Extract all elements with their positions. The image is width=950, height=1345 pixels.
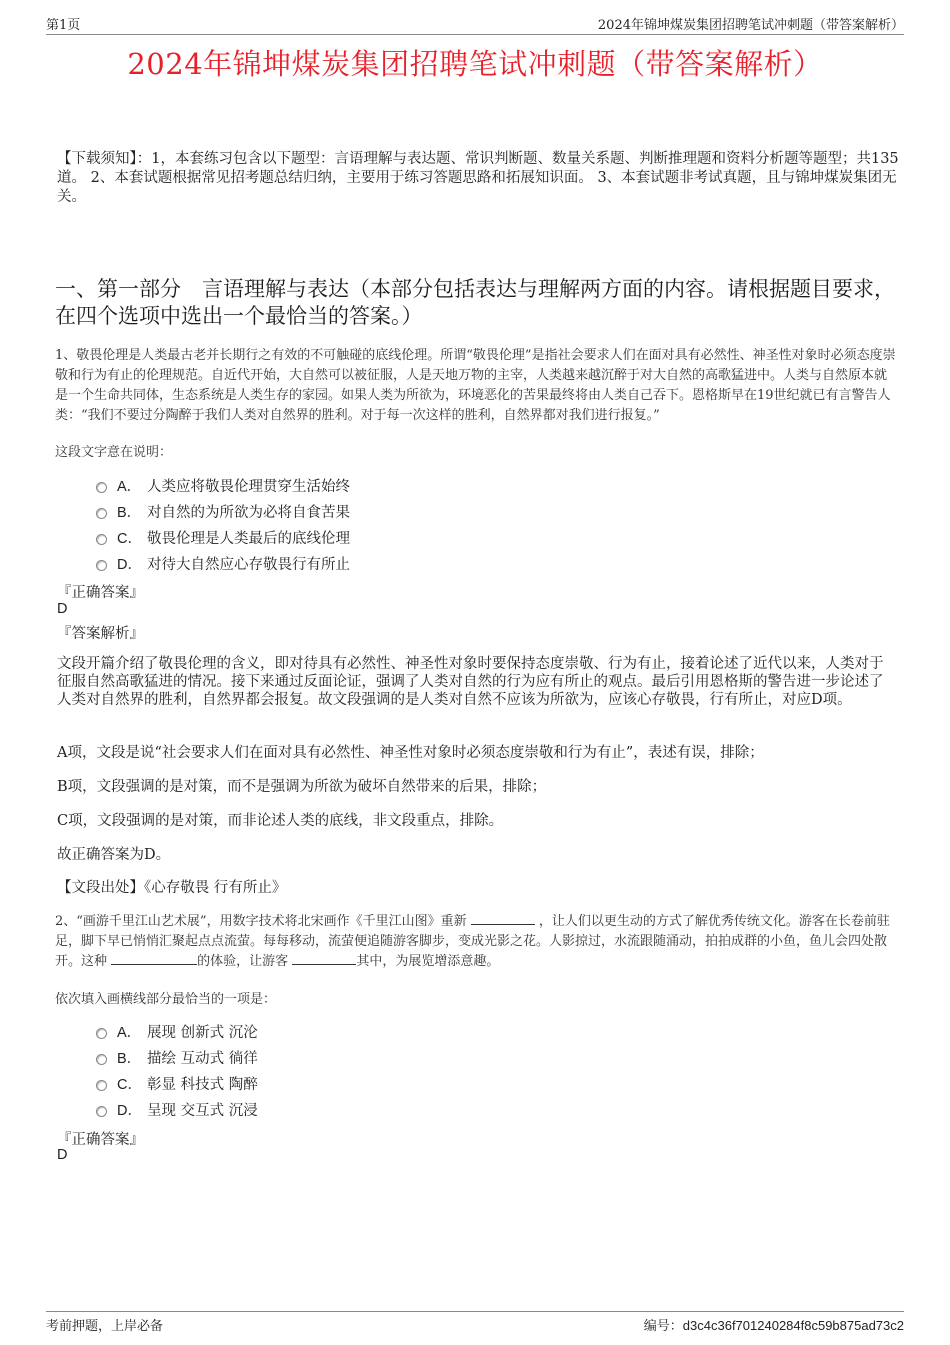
radio-button[interactable]: [96, 1080, 107, 1091]
question-1-note-c: C项，文段强调的是对策，而非论述人类的底线，非文段重点，排除。: [57, 813, 504, 829]
radio-button[interactable]: [96, 482, 107, 493]
question-1-option-b[interactable]: B． 对自然的为所欲为必将自食苦果: [96, 498, 350, 524]
section-title: 一、第一部分 言语理解与表达（本部分包括表达与理解两方面的内容。请根据题目要求，在四个选项中选出一个最恰当的答案。）: [55, 277, 895, 328]
radio-button[interactable]: [96, 560, 107, 571]
question-2-option-b[interactable]: B． 描绘 互动式 徜徉: [96, 1044, 258, 1070]
question-1-option-d[interactable]: D． 对待大自然应心存敬畏行有所止: [96, 550, 350, 576]
question-2-option-a[interactable]: A． 展现 创新式 沉沦: [96, 1018, 258, 1044]
question-1-note-a: A项，文段是说“社会要求人们在面对具有必然性、神圣性对象时必须态度崇敬和行为有止”，表述有误，排除；: [57, 745, 764, 761]
footer-slogan: 考前押题，上岸必备: [46, 1319, 164, 1334]
question-1-options: [96, 472, 350, 576]
page-footer: [46, 1311, 904, 1334]
question-1-option-a[interactable]: A． 人类应将敬畏伦理贯穿生活始终: [96, 472, 350, 498]
radio-button[interactable]: [96, 1054, 107, 1065]
header-doc-title: 2024年锦坤煤炭集团招聘笔试冲刺题（带答案解析）: [597, 18, 904, 33]
page-number: 第1页: [46, 18, 81, 33]
fill-blank-1: [471, 912, 535, 925]
question-2-option-d[interactable]: D． 呈现 交互式 沉浸: [96, 1096, 258, 1122]
question-1-note-b: B项，文段强调的是对策，而不是强调为所欲为破坏自然带来的后果，排除；: [57, 779, 547, 795]
question-1-text: 1、敬畏伦理是人类最古老并长期行之有效的不可触碰的底线伦理。所谓“敬畏伦理”是指社会要求人们在面对具有必然性、神圣性对象时必须态度崇敬和行为有止的伦理规范。自近代开始，大自然可以被征服，人是天地万物的主宰，人类越来越沉醉于对大自然的高歌猛进中。人类与自然原本就是一个生命共同体，生态系统是人类生存的家园。如果人类为所欲为，环境恶化的苦果最终将由人类自己吞下。恩格斯早在19世纪就已有言警告人类：“我们不要过分陶醉于我们人类对自然界的胜利。对于每一次这样的胜利，自然界都对我们进行报复。”: [55, 348, 896, 423]
question-2-options: [96, 1018, 258, 1122]
radio-button[interactable]: [96, 1028, 107, 1039]
question-2-option-c[interactable]: C． 彰显 科技式 陶醉: [96, 1070, 258, 1096]
fill-blank-2: [111, 952, 197, 965]
question-1-conclusion: 故正确答案为D。: [57, 847, 171, 863]
question-1-analysis-label: 『答案解析』: [57, 626, 144, 642]
radio-button[interactable]: [96, 534, 107, 545]
question-1-answer-label: 『正确答案』: [57, 585, 144, 601]
question-2-answer: D: [57, 1147, 68, 1163]
radio-button[interactable]: [96, 1106, 107, 1117]
question-2-prompt: 依次填入画横线部分最恰当的一项是：: [55, 992, 277, 1007]
question-1-option-c[interactable]: C． 敬畏伦理是人类最后的底线伦理: [96, 524, 350, 550]
document-title: 2024年锦坤煤炭集团招聘笔试冲刺题（带答案解析）: [127, 47, 823, 81]
footer-code: 编号：d3c4c36f701240284f8c59b875ad73c2: [643, 1318, 904, 1334]
question-1-prompt: 这段文字意在说明：: [55, 445, 173, 460]
page-header: [46, 14, 904, 35]
radio-button[interactable]: [96, 508, 107, 519]
question-1-source: 【文段出处】《心存敬畏 行有所止》: [57, 880, 287, 896]
question-1-analysis: 文段开篇介绍了敬畏伦理的含义，即对待具有必然性、神圣性对象时要保持态度崇敬、行为有止，接着论述了近代以来，人类对于征服自然高歌猛进的情况。接下来通过反面论证，强调了人类对自然的行为应有所止的观点。最后引用恩格斯的警告进一步论述了人类对自然界的胜利，自然界都会报复。故文段强调的是人类对自然不应该为所欲为，应该心存敬畏，行有所止，对应D项。: [57, 656, 884, 708]
question-2-answer-label: 『正确答案』: [57, 1132, 144, 1148]
download-notice: 【下载须知】：1，本套练习包含以下题型：言语理解与表达题、常识判断题、数量关系题、判断推理题和资料分析题等题型；共135道。 2、本套试题根据常见招考题总结归纳，主要用于练习答题思路和拓展知识面。 3、本套试题非考试真题，且与锦坤煤炭集团无关。: [57, 151, 899, 205]
question-2-text: 2、“画游千里江山艺术展”，用数字技术将北宋画作《千里江山图》重新 ，让人们以更生动的方式了解优秀传统文化。游客在长卷前驻足，脚下早已悄悄汇聚起点点流萤。每每移动，流萤便追随游客脚步，变成光影之花。人影掠过，水流跟随涌动，拍拍成群的小鱼，鱼儿会四处散开。这种 的体验，让游客 其中，为展览增添意趣。: [55, 914, 890, 969]
fill-blank-3: [292, 952, 356, 965]
question-1-answer: D: [57, 601, 68, 617]
